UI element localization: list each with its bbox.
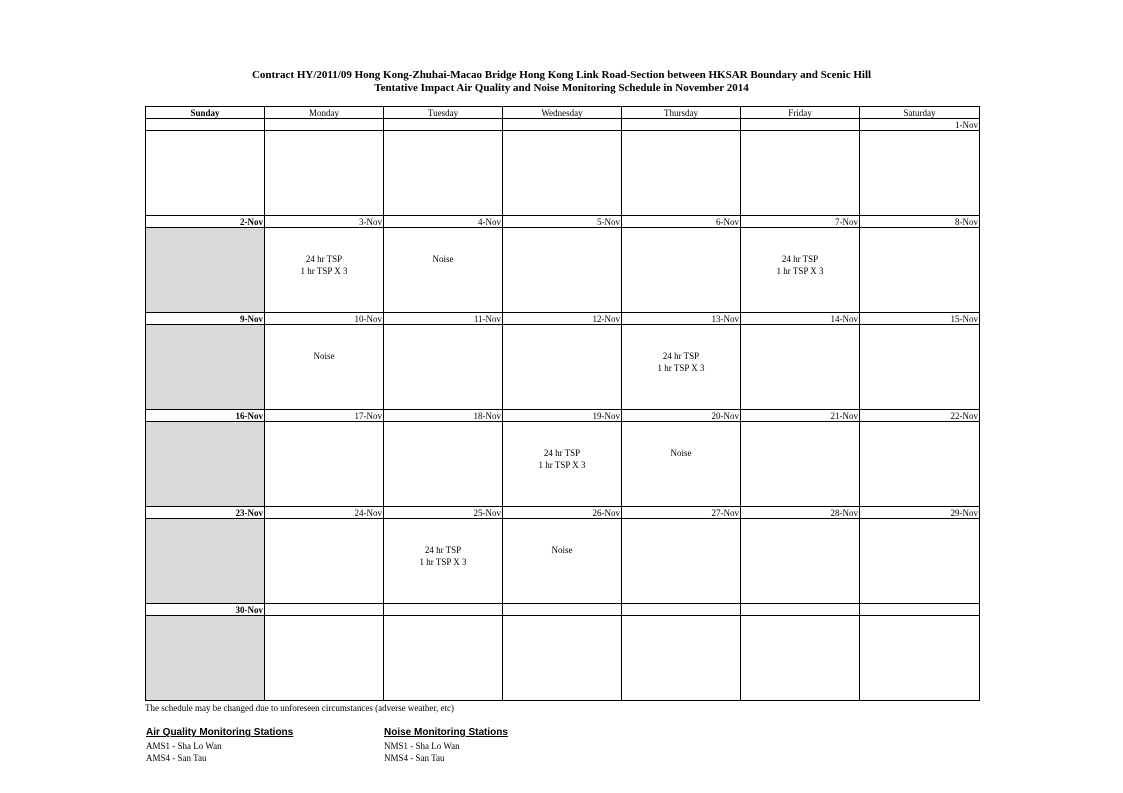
date-label: 4-Nov (384, 216, 503, 228)
date-label: 9-Nov (146, 313, 265, 325)
date-label (741, 119, 860, 131)
date-label: 27-Nov (622, 507, 741, 519)
day-cell (860, 228, 980, 313)
day-cell (384, 519, 503, 604)
date-label: 7-Nov (741, 216, 860, 228)
date-label: 12-Nov (503, 313, 622, 325)
monitoring-event: Noise (670, 448, 692, 458)
day-cell (860, 616, 980, 701)
day-cell (503, 228, 622, 313)
week-date-row (146, 313, 980, 325)
document-subtitle: Tentative Impact Air Quality and Noise Monitoring Schedule in November 2014 (374, 82, 749, 94)
date-label (384, 604, 503, 616)
day-cell (503, 131, 622, 216)
day-cell (741, 228, 860, 313)
date-label: 19-Nov (503, 410, 622, 422)
day-cell (503, 422, 622, 507)
noise-stations-heading: Noise Monitoring Stations (384, 727, 508, 738)
week-body-row (146, 325, 980, 410)
weekday-header: Wednesday (503, 107, 622, 119)
day-cell (860, 519, 980, 604)
day-cell (622, 422, 741, 507)
week-date-row (146, 216, 980, 228)
weekday-header: Sunday (146, 107, 265, 119)
date-label: 5-Nov (503, 216, 622, 228)
day-cell (265, 519, 384, 604)
week-body-row (146, 519, 980, 604)
day-cell (741, 131, 860, 216)
date-label (503, 604, 622, 616)
week-body-row (146, 228, 980, 313)
noise-station-item: NMS4 - San Tau (384, 753, 445, 763)
date-label: 3-Nov (265, 216, 384, 228)
day-cell (503, 519, 622, 604)
date-label: 20-Nov (622, 410, 741, 422)
date-label: 22-Nov (860, 410, 980, 422)
date-label: 1-Nov (860, 119, 980, 131)
weekday-header: Saturday (860, 107, 980, 119)
monitoring-event: Noise (432, 254, 454, 264)
weekday-header: Friday (741, 107, 860, 119)
day-cell (265, 616, 384, 701)
date-label: 14-Nov (741, 313, 860, 325)
day-cell (146, 228, 265, 313)
weekday-header: Monday (265, 107, 384, 119)
date-label: 13-Nov (622, 313, 741, 325)
day-cell (146, 616, 265, 701)
date-label: 15-Nov (860, 313, 980, 325)
date-label (146, 119, 265, 131)
date-label (860, 604, 980, 616)
date-label: 18-Nov (384, 410, 503, 422)
monitoring-event: Noise (551, 545, 573, 555)
day-cell (384, 616, 503, 701)
date-label: 29-Nov (860, 507, 980, 519)
calendar-table (145, 106, 980, 701)
day-cell (622, 131, 741, 216)
date-label: 17-Nov (265, 410, 384, 422)
document-title: Contract HY/2011/09 Hong Kong-Zhuhai-Macao Bridge Hong Kong Link Road-Section between HKSAR Boundary and Scenic Hill (251, 69, 872, 81)
week-date-row (146, 604, 980, 616)
date-label: 26-Nov (503, 507, 622, 519)
date-label (384, 119, 503, 131)
date-label: 24-Nov (265, 507, 384, 519)
day-cell (265, 131, 384, 216)
date-label (622, 604, 741, 616)
date-label (622, 119, 741, 131)
weekday-header: Thursday (622, 107, 741, 119)
noise-station-item: NMS1 - Sha Lo Wan (384, 741, 460, 751)
date-label (265, 604, 384, 616)
date-label: 25-Nov (384, 507, 503, 519)
date-label (503, 119, 622, 131)
day-cell (741, 325, 860, 410)
monitoring-event: 24 hr TSP 1 hr TSP X 3 (776, 254, 824, 276)
date-label: 8-Nov (860, 216, 980, 228)
monitoring-event: 24 hr TSP 1 hr TSP X 3 (419, 545, 467, 567)
day-cell (622, 228, 741, 313)
week-date-row (146, 119, 980, 131)
day-cell (622, 519, 741, 604)
day-cell (265, 422, 384, 507)
week-body-row (146, 616, 980, 701)
day-cell (503, 616, 622, 701)
date-label: 10-Nov (265, 313, 384, 325)
day-cell (741, 616, 860, 701)
monitoring-event: 24 hr TSP 1 hr TSP X 3 (657, 351, 705, 373)
date-label: 28-Nov (741, 507, 860, 519)
day-cell (860, 131, 980, 216)
week-body-row (146, 131, 980, 216)
date-label (265, 119, 384, 131)
weekday-header: Tuesday (384, 107, 503, 119)
day-cell (503, 325, 622, 410)
date-label: 11-Nov (384, 313, 503, 325)
day-cell (622, 325, 741, 410)
air-stations-heading: Air Quality Monitoring Stations (146, 727, 294, 738)
day-cell (741, 422, 860, 507)
day-cell (384, 131, 503, 216)
monitoring-event: Noise (313, 351, 335, 361)
date-label: 21-Nov (741, 410, 860, 422)
day-cell (146, 519, 265, 604)
date-label: 30-Nov (146, 604, 265, 616)
day-cell (860, 325, 980, 410)
week-date-row (146, 507, 980, 519)
date-label: 6-Nov (622, 216, 741, 228)
day-cell (622, 616, 741, 701)
date-label: 2-Nov (146, 216, 265, 228)
week-date-row (146, 410, 980, 422)
monitoring-event: 24 hr TSP 1 hr TSP X 3 (538, 448, 586, 470)
day-cell (265, 228, 384, 313)
date-label (741, 604, 860, 616)
day-cell (265, 325, 384, 410)
day-cell (860, 422, 980, 507)
day-cell (384, 422, 503, 507)
air-station-item: AMS4 - San Tau (146, 753, 207, 763)
day-cell (384, 325, 503, 410)
air-station-item: AMS1 - Sha Lo Wan (146, 741, 222, 751)
day-cell (146, 325, 265, 410)
date-label: 16-Nov (146, 410, 265, 422)
monitoring-event: 24 hr TSP 1 hr TSP X 3 (300, 254, 348, 276)
week-body-row (146, 422, 980, 507)
day-cell (384, 228, 503, 313)
day-cell (146, 131, 265, 216)
day-cell (741, 519, 860, 604)
weekday-header-row (146, 107, 980, 119)
schedule-note: The schedule may be changed due to unforeseen circumstances (adverse weather, etc) (145, 703, 454, 713)
date-label: 23-Nov (146, 507, 265, 519)
day-cell (146, 422, 265, 507)
